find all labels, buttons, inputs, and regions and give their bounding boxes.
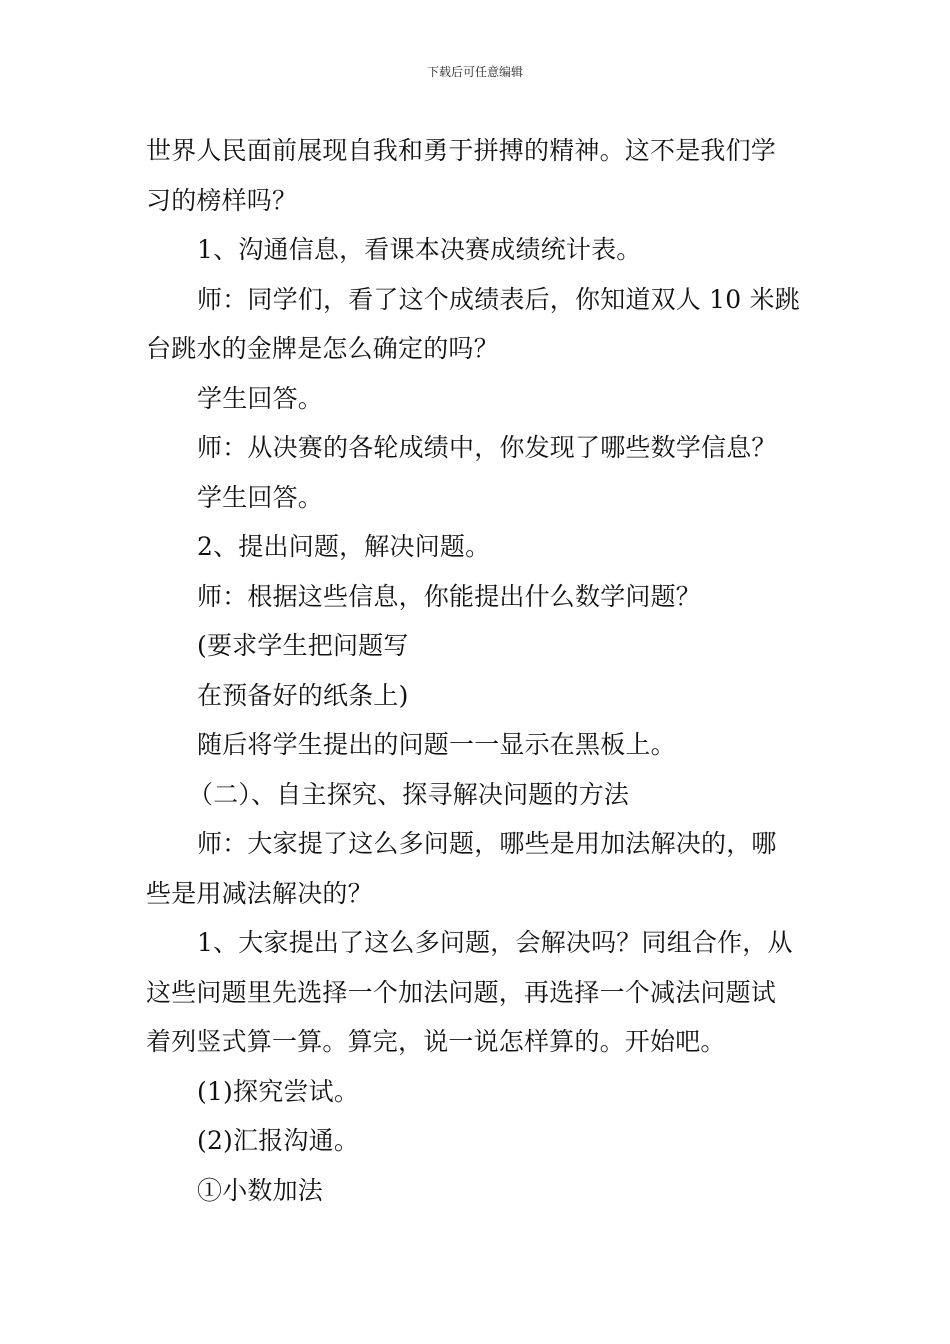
paragraph-line: 世界人民面前展现自我和勇于拼搏的精神。这不是我们学 [146,136,777,165]
paragraph-line: (1)探究尝试。 [197,1076,360,1106]
paragraph-line: 1、沟通信息，看课本决赛成绩统计表。 [197,235,642,264]
paragraph-line: 学生回答。 [197,482,324,512]
paragraph-line: 师：根据这些信息，你能提出什么数学问题？ [197,581,702,611]
paragraph-line: 师：从决赛的各轮成绩中，你发现了哪些数学信息？ [197,433,777,462]
paragraph-line: 些是用减法解决的？ [146,878,373,908]
paragraph-line: 着列竖式算一算。算完，说一说怎样算的。开始吧。 [146,1027,726,1056]
paragraph-line: ①小数加法 [197,1175,324,1205]
paragraph-line: 2、提出问题，解决问题。 [197,532,491,561]
section-heading: （二）、自主探究、探寻解决问题的方法 [188,779,630,809]
document-body [146,126,810,1215]
paragraph-line: 1、大家提出了这么多问题，会解决吗？同组合作，从 [197,928,793,957]
paragraph-line: 师：同学们，看了这个成绩表后，你知道双人 10 米跳 [197,284,800,314]
paragraph-line: 习的榜样吗？ [146,185,298,215]
paragraph-line: 台跳水的金牌是怎么确定的吗？ [146,334,499,363]
paragraph-line: 随后将学生提出的问题一一显示在黑板上。 [197,730,676,759]
paragraph-line: 师：大家提了这么多问题，哪些是用加法解决的，哪 [197,829,777,858]
paragraph-line: (要求学生把问题写 [197,631,409,660]
paragraph-line: (2)汇报沟通。 [197,1126,360,1155]
paragraph-line: 这些问题里先选择一个加法问题，再选择一个减法问题试 [146,977,777,1007]
paragraph-line: 学生回答。 [197,383,324,413]
paragraph-line: 在预备好的纸条上) [197,680,409,710]
page-header: 下载后可任意编辑 [426,65,523,79]
